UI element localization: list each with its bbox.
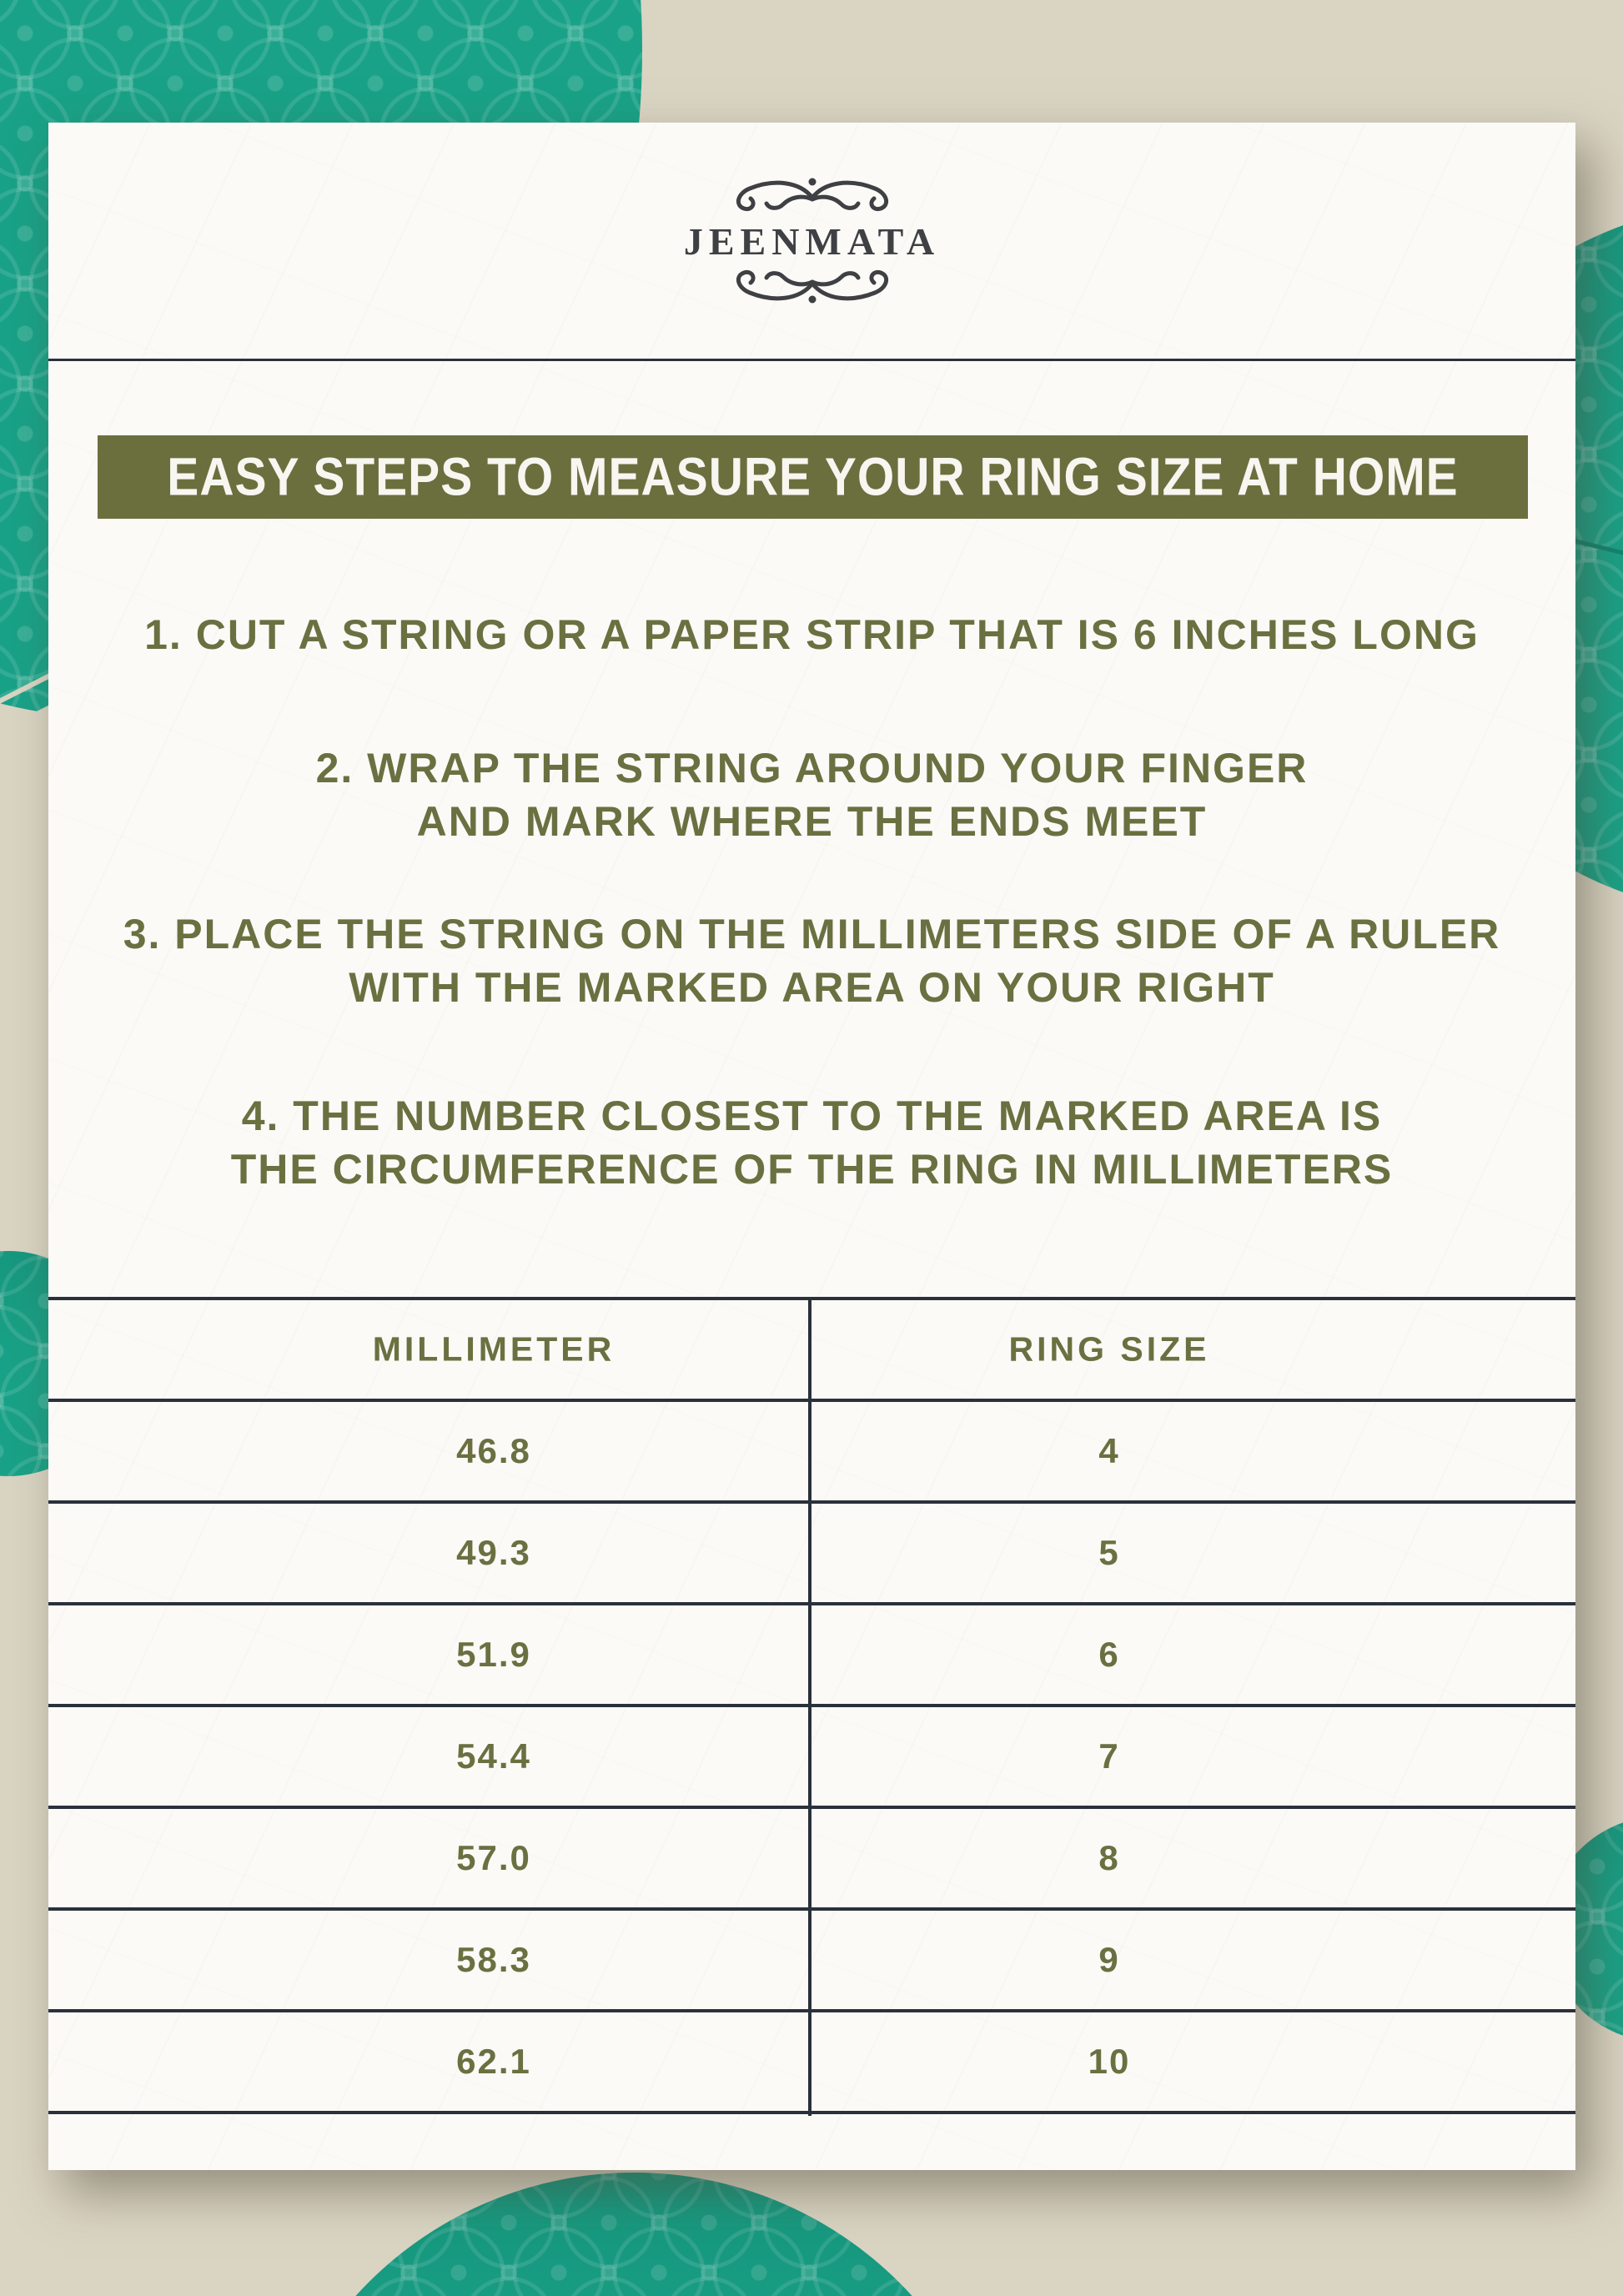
table-row (48, 1605, 1575, 1704)
size-value: 4 (1098, 1431, 1120, 1470)
table-row (48, 1911, 1575, 2009)
step-4 (48, 1089, 1575, 1196)
size-value: 5 (1098, 1533, 1120, 1572)
step-2 (48, 741, 1575, 848)
table-row (48, 1809, 1575, 1907)
step-4-text-line-2: THE CIRCUMFERENCE OF THE RING IN MILLIMETERS (230, 1146, 1394, 1193)
step-1-text: 1. CUT A STRING OR A PAPER STRIP THAT IS 6 INCHES LONG (144, 611, 1480, 658)
mm-value: 54.4 (456, 1736, 531, 1776)
column-header-millimeter: MILLIMETER (372, 1329, 616, 1369)
mm-value: 62.1 (456, 2042, 531, 2081)
size-value: 9 (1098, 1940, 1120, 1979)
step-3-text-line-1: 3. PLACE THE STRING ON THE MILLIMETERS SIDE OF A RULER (123, 911, 1501, 957)
brand-name: JEENMATA (683, 220, 941, 263)
table-row (48, 1707, 1575, 1806)
mm-value: 51.9 (456, 1635, 531, 1674)
step-4-text-line-1: 4. THE NUMBER CLOSEST TO THE MARKED AREA IS (241, 1093, 1383, 1139)
mm-value: 49.3 (456, 1533, 531, 1572)
mm-value: 46.8 (456, 1431, 531, 1470)
table-row (48, 2012, 1575, 2111)
step-3 (48, 907, 1575, 1014)
step-2-text-line-2: AND MARK WHERE THE ENDS MEET (416, 798, 1208, 845)
table-line (48, 2111, 1575, 2114)
table-row (48, 1402, 1575, 1500)
flourish-ornament-icon (716, 171, 908, 216)
mm-value: 57.0 (456, 1838, 531, 1877)
title-banner (98, 435, 1528, 519)
mm-value: 58.3 (456, 1940, 531, 1979)
guide-card (48, 123, 1575, 2170)
brand-logo (48, 171, 1575, 310)
step-1 (48, 611, 1575, 658)
size-value: 8 (1098, 1838, 1120, 1877)
size-value: 10 (1088, 2042, 1131, 2081)
flourish-ornament-icon (716, 265, 908, 310)
step-3-text-line-2: WITH THE MARKED AREA ON YOUR RIGHT (349, 964, 1275, 1011)
size-value: 7 (1098, 1736, 1120, 1776)
page-title: EASY STEPS TO MEASURE YOUR RING SIZE AT HOME (167, 447, 1459, 507)
column-header-ring-size: RING SIZE (1008, 1329, 1210, 1369)
table-row (48, 1504, 1575, 1602)
size-value: 6 (1098, 1635, 1120, 1674)
step-2-text-line-1: 2. WRAP THE STRING AROUND YOUR FINGER (315, 745, 1309, 791)
table-header-row (48, 1300, 1575, 1399)
header-divider-line (48, 359, 1575, 361)
